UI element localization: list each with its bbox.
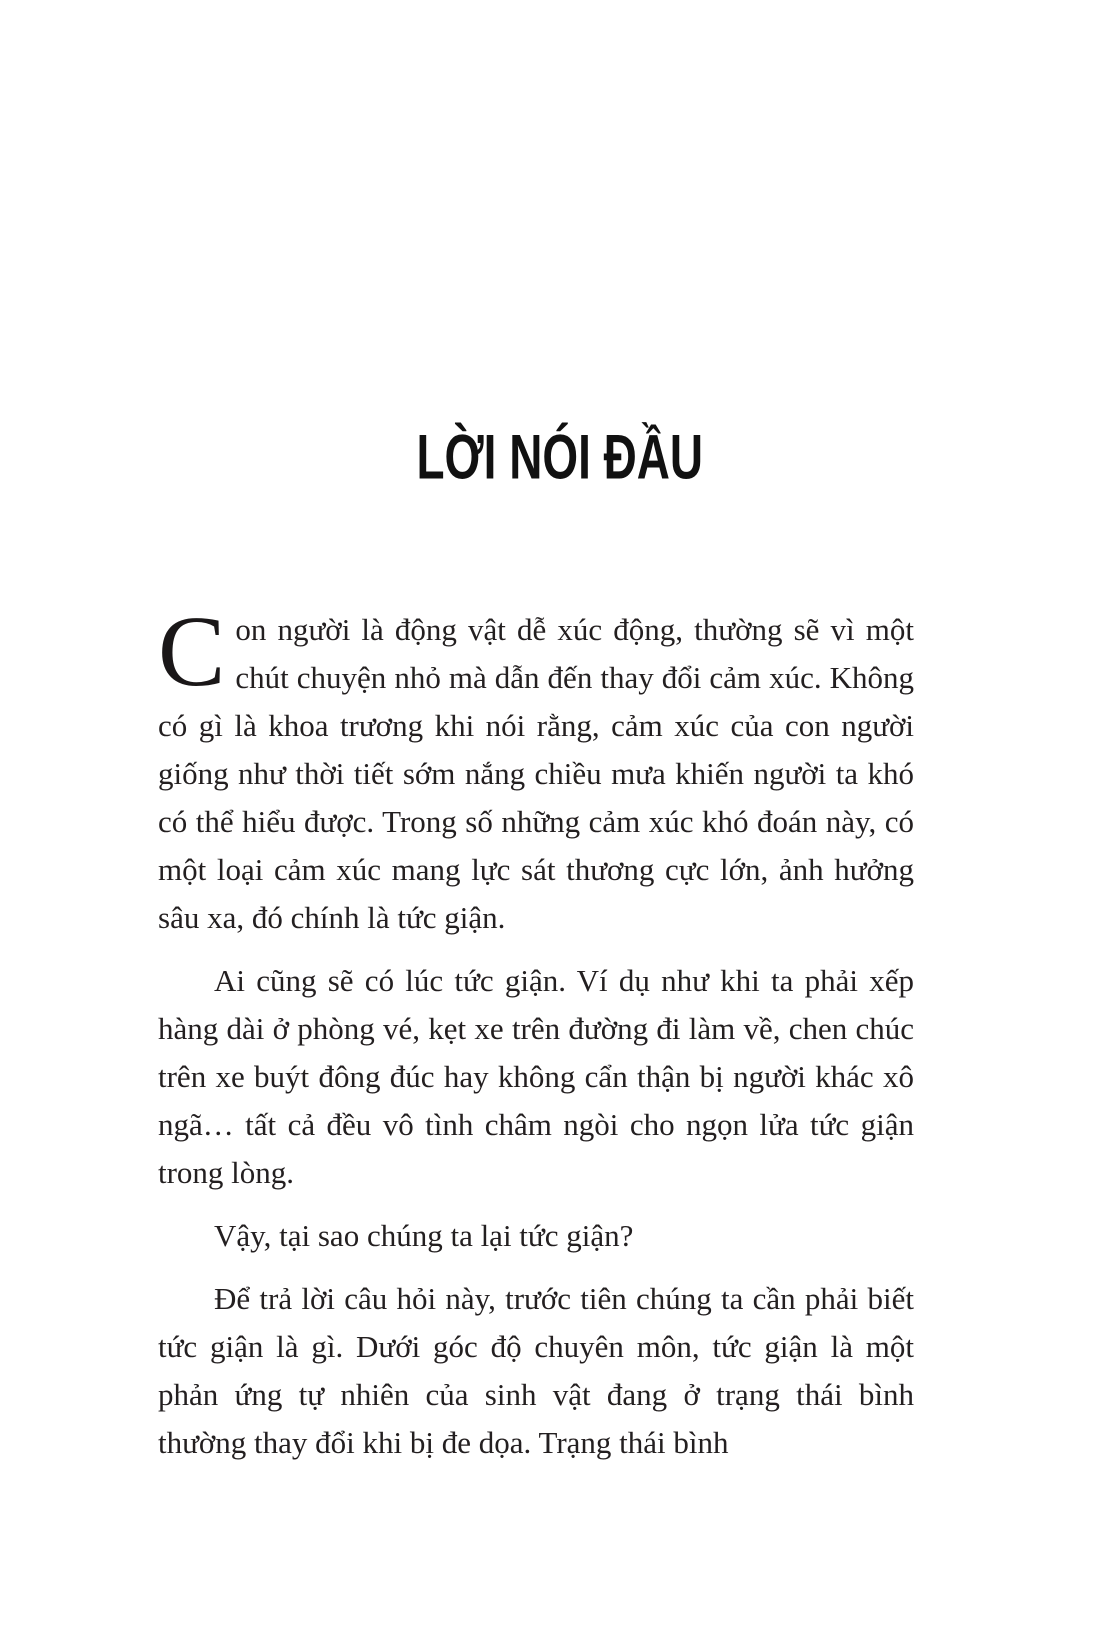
paragraph: Vậy, tại sao chúng ta lại tức giận? [214,1218,634,1253]
paragraph: Ai cũng sẽ có lúc tức giận. Ví dụ như khi ta phải xếp hàng dài ở phòng vé, kẹt xe trên đường đi làm về, chen chúc trên xe buýt đông đúc hay không cẩn thận bị người khác xô ngã… tất cả đều vô tình châm ngòi cho ngọn lửa tức giận trong lòng. [158,963,914,1190]
body-text [158,595,914,1482]
paragraph: Để trả lời câu hỏi này, trước tiên chúng ta cần phải biết tức giận là gì. Dưới góc độ chuyên môn, tức giận là một phản ứng tự nhiên của sinh vật đang ở trạng thái bình thường thay đổi khi bị đe dọa. Trạng thái bình [158,1281,914,1460]
paragraph-dropcap: Con người là động vật dễ xúc động, thường sẽ vì một chút chuyện nhỏ mà dẫn đến thay đổi cảm xúc. Không có gì là khoa trương khi nói rằng, cảm xúc của con người giống như thời tiết sớm nắng chiều mưa khiến người ta khó có thể hiểu được. Trong số những cảm xúc khó đoán này, có một loại cảm xúc mang lực sát thương cực lớn, ảnh hưởng sâu xa, đó chính là tức giận. [158,595,914,935]
chapter-title-container [0,421,1119,492]
page-title: LỜI NÓI ĐẦU [416,421,703,492]
